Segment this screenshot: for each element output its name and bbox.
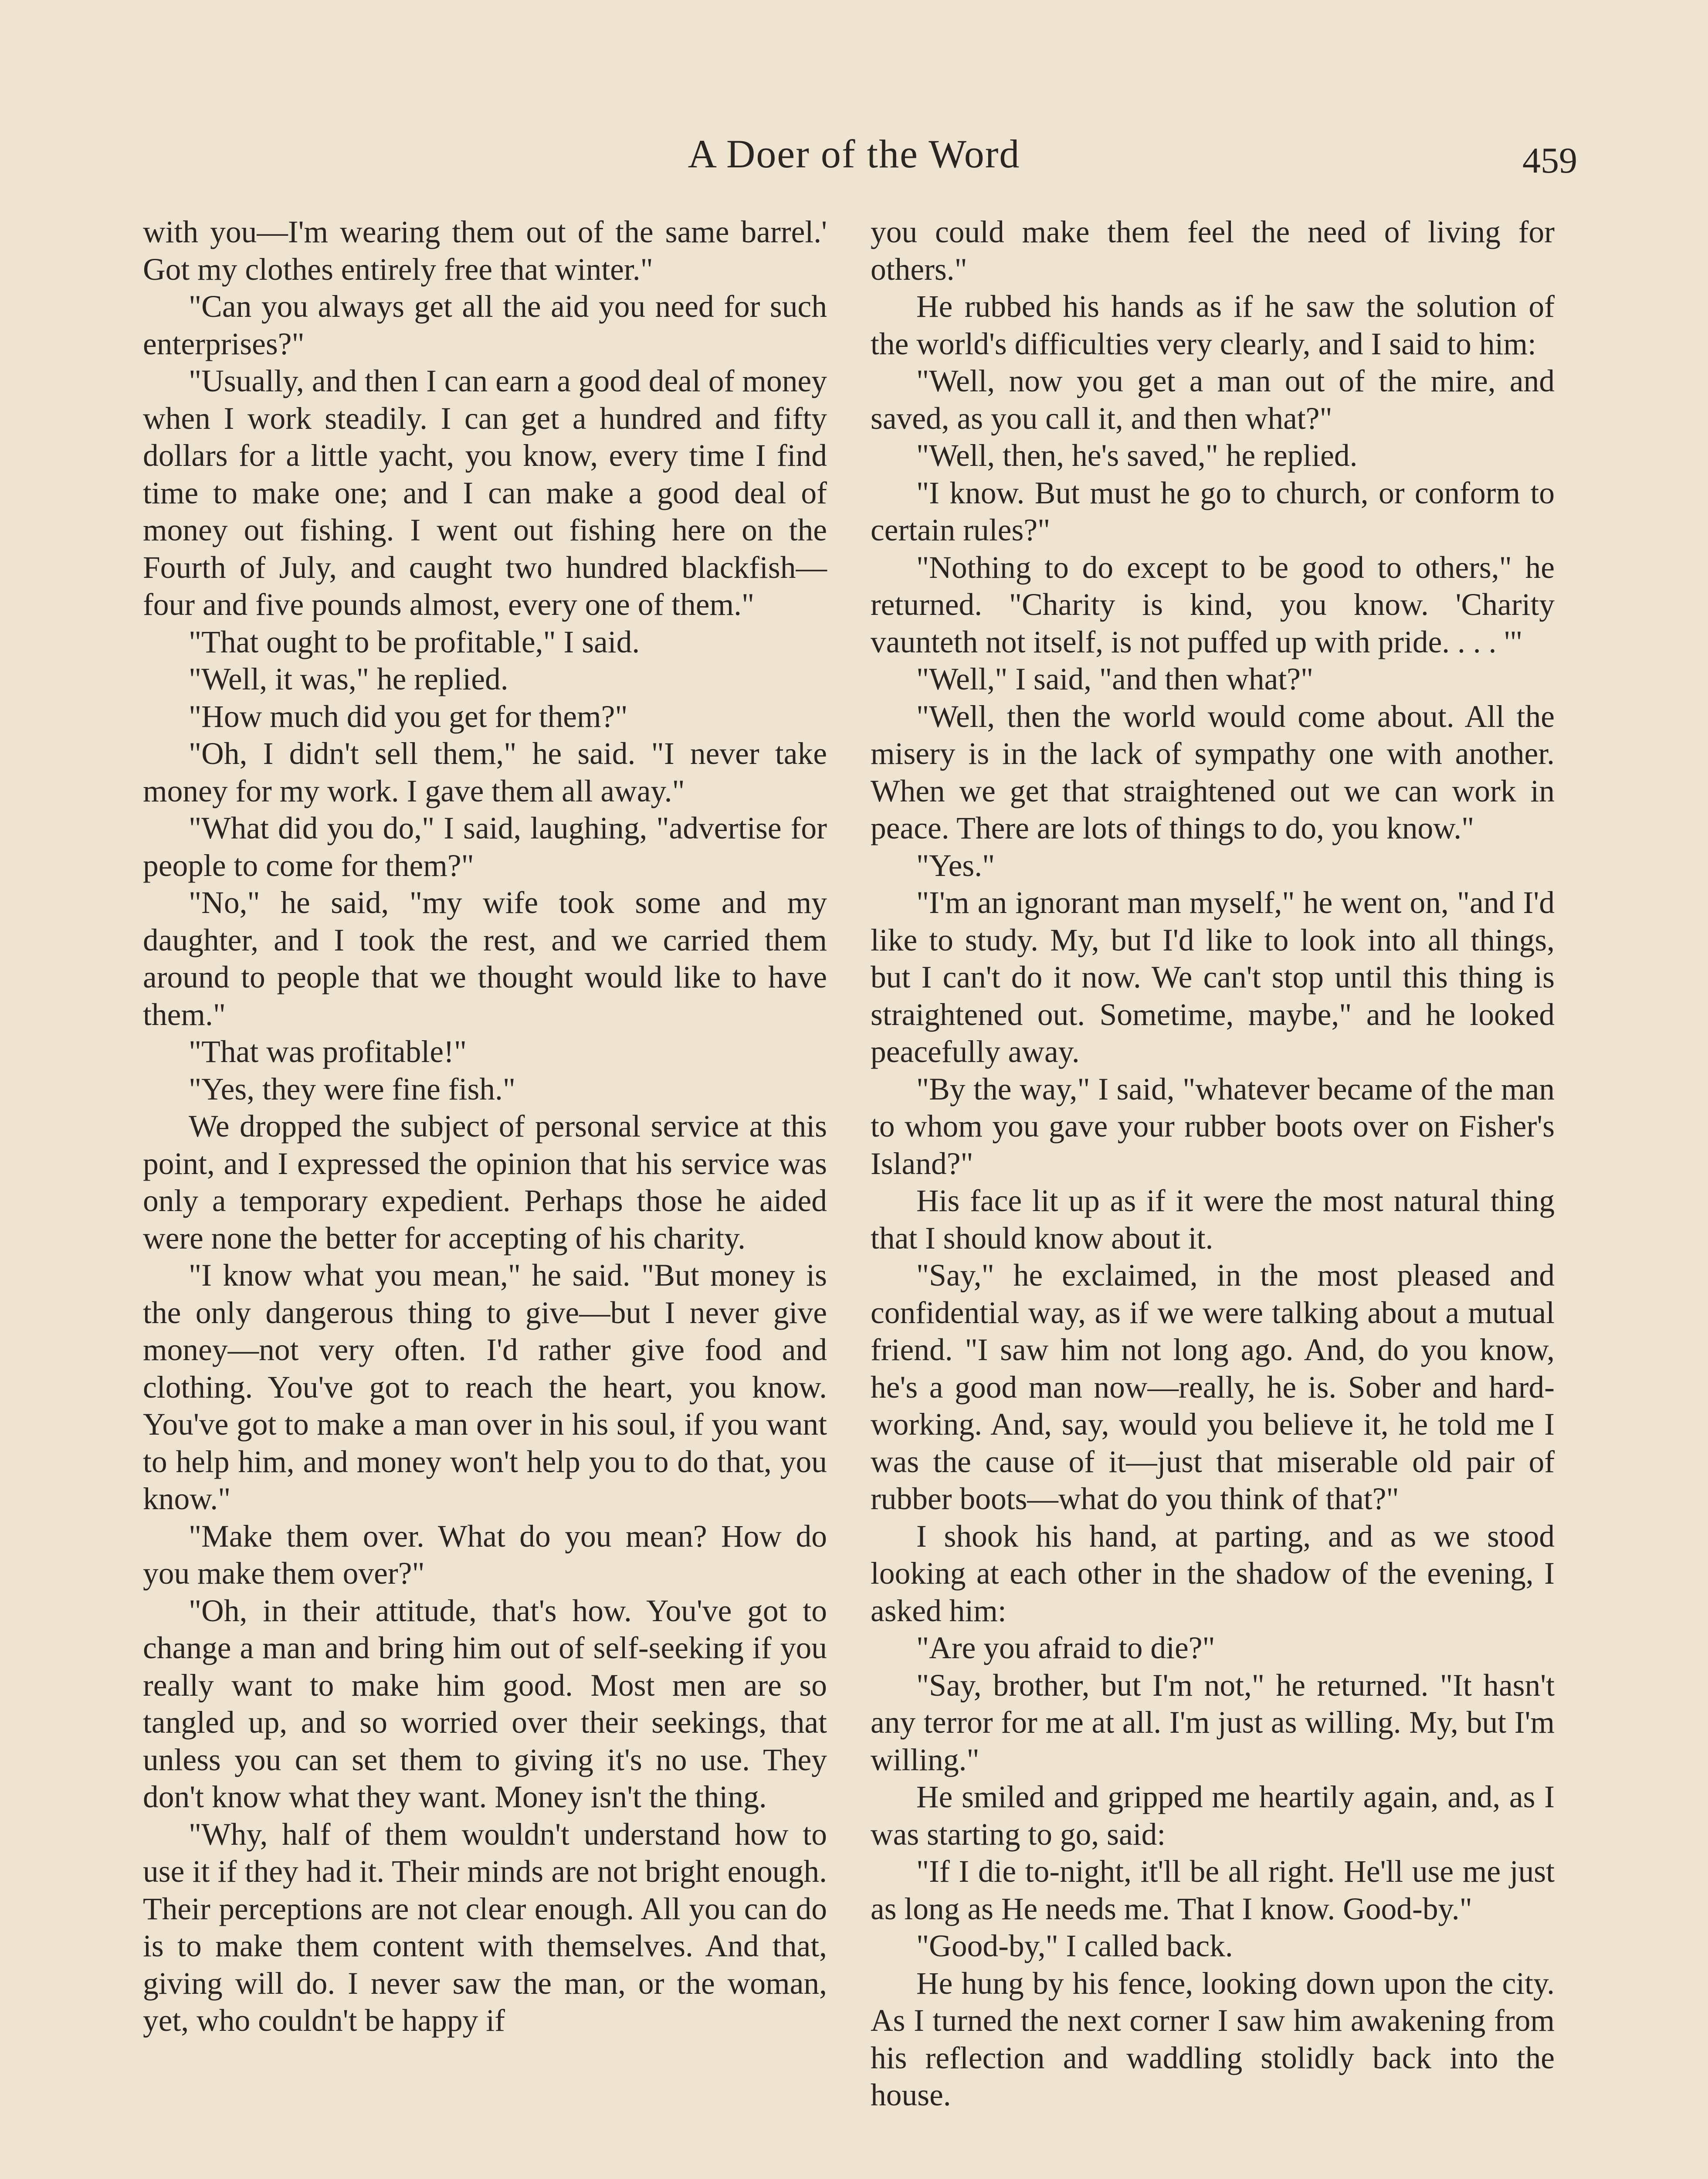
paragraph: you could make them feel the need of living for others." bbox=[871, 215, 1555, 287]
paragraph: "Oh, in their attitude, that's how. You've got to change a man and bring him out of self-seeking if you really want to make him good. Most men are so tangled up, and so worried over their seekings, that unless you can set them to giving it's no use. They don't know what they want. Money isn't the thing. bbox=[143, 1593, 827, 1814]
paragraph: "I know. But must he go to church, or conform to certain rules?" bbox=[871, 475, 1555, 547]
left-column bbox=[143, 214, 827, 2040]
paragraph: He smiled and gripped me heartily again, and, as I was starting to go, said: bbox=[871, 1780, 1555, 1852]
paragraph: "Usually, and then I can earn a good deal of money when I work steadily. I can get a hundred and fifty dollars for a little yacht, you know, every time I find time to make one; and I can make a good deal of money out fishing. I went out fishing here on the Fourth of July, and caught two hundred blackfish—four and five pounds almost, every one of them." bbox=[143, 364, 827, 622]
paragraph: He rubbed his hands as if he saw the solution of the world's difficulties very clearly, and I said to him: bbox=[871, 289, 1555, 361]
right-column bbox=[871, 214, 1555, 2114]
paragraph: "That was profitable!" bbox=[189, 1035, 467, 1069]
running-title: A Doer of the Word bbox=[688, 132, 1020, 176]
paragraph: "Make them over. What do you mean? How do you make them over?" bbox=[143, 1519, 827, 1591]
paragraph: "I know what you mean," he said. "But money is the only dangerous thing to give—but I never give money—not very often. I'd rather give food and clothing. You've got to reach the heart, you know. You've got to make a man over in his soul, if you want to help him, and money won't help you to do that, you know." bbox=[143, 1258, 827, 1516]
paragraph: "Why, half of them wouldn't understand how to use it if they had it. Their minds are not bright enough. Their perceptions are not clear enough. All you can do is to make them content with themselves. And that, giving will do. I never saw the man, or the woman, yet, who couldn't be happy if bbox=[143, 1817, 827, 2038]
paragraph: I shook his hand, at parting, and as we stood looking at each other in the shadow of the evening, I asked him: bbox=[871, 1519, 1555, 1628]
paragraph: "How much did you get for them?" bbox=[189, 699, 628, 734]
paragraph: "What did you do," I said, laughing, "advertise for people to come for them?" bbox=[143, 811, 827, 883]
paragraph: "Yes, they were fine fish." bbox=[189, 1072, 516, 1106]
paragraph: "No," he said, "my wife took some and my daughter, and I took the rest, and we carried them around to people that we thought would like to have them." bbox=[143, 886, 827, 1032]
paragraph: "Yes." bbox=[916, 848, 995, 883]
paragraph: "Nothing to do except to be good to others," he returned. "Charity is kind, you know. 'Charity vaunteth not itself, is not puffed up with pride. . . . '" bbox=[871, 550, 1555, 659]
paragraph: "Are you afraid to die?" bbox=[916, 1631, 1215, 1665]
paragraph: "Well, then, he's saved," he replied. bbox=[916, 438, 1358, 473]
paragraph: "I'm an ignorant man myself," he went on, "and I'd like to study. My, but I'd like to look into all things, but I can't do it now. We can't stop until this thing is straightened out. Sometime, maybe," and he looked peacefully away. bbox=[871, 886, 1555, 1069]
paragraph: "By the way," I said, "whatever became of the man to whom you gave your rubber boots over on Fisher's Island?" bbox=[871, 1072, 1555, 1181]
paragraph: "That ought to be profitable," I said. bbox=[189, 625, 640, 659]
paragraph: His face lit up as if it were the most natural thing that I should know about it. bbox=[871, 1184, 1555, 1256]
paragraph: We dropped the subject of personal service at this point, and I expressed the opinion that his service was only a temporary expedient. Perhaps those he aided were none the better for accepting of his charity. bbox=[143, 1109, 827, 1256]
paragraph: "Well, then the world would come about. All the misery is in the lack of sympathy one with another. When we get that straightened out we can work in peace. There are lots of things to do, you know." bbox=[871, 699, 1555, 845]
paragraph: with you—I'm wearing them out of the same barrel.' Got my clothes entirely free that winter." bbox=[143, 215, 827, 287]
paragraph: He hung by his fence, looking down upon the city. As I turned the next corner I saw him awakening from his reflection and waddling stolidly back into the house. bbox=[871, 1966, 1555, 2112]
paragraph: "Well, now you get a man out of the mire, and saved, as you call it, and then what?" bbox=[871, 364, 1555, 436]
paragraph: "Can you always get all the aid you need for such enterprises?" bbox=[143, 289, 827, 361]
paragraph: "Oh, I didn't sell them," he said. "I never take money for my work. I gave them all away." bbox=[143, 737, 827, 808]
paragraph: "Well, it was," he replied. bbox=[189, 662, 508, 696]
page-number: 459 bbox=[1522, 140, 1577, 181]
paragraph: "Say, brother, but I'm not," he returned. "It hasn't any terror for me at all. I'm just as willing. My, but I'm willing." bbox=[871, 1668, 1555, 1777]
paragraph: "Say," he exclaimed, in the most pleased and confidential way, as if we were talking about a mutual friend. "I saw him not long ago. And, do you know, he's a good man now—really, he is. Sober and hard-working. And, say, would you believe it, he told me I was the cause of it—just that miserable old pair of rubber boots—what do you think of that?" bbox=[871, 1258, 1555, 1516]
paragraph: "If I die to-night, it'll be all right. He'll use me just as long as He needs me. That I know. Good-by." bbox=[871, 1854, 1555, 1926]
paragraph: "Good-by," I called back. bbox=[916, 1929, 1233, 1963]
paragraph: "Well," I said, "and then what?" bbox=[916, 662, 1314, 696]
